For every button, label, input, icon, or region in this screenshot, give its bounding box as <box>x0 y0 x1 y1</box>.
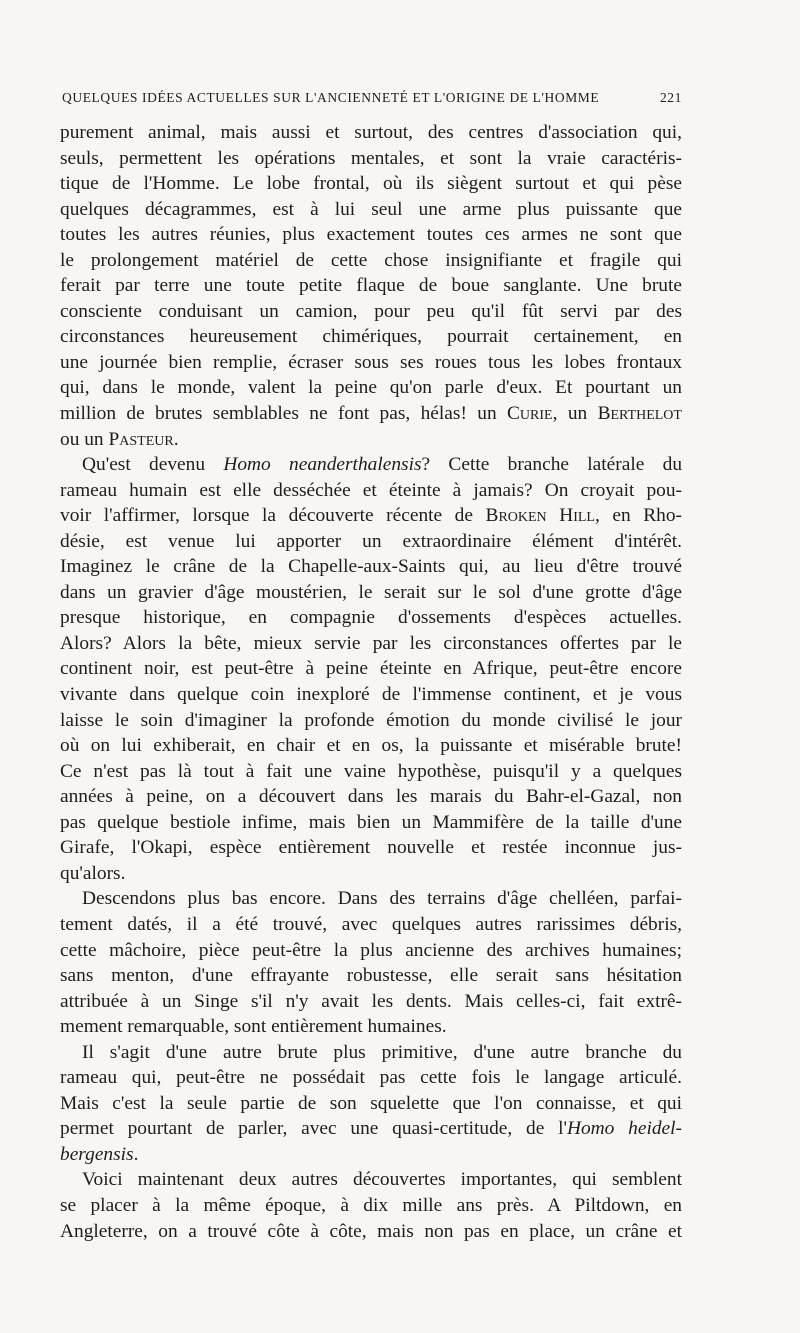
text-run: , un <box>552 403 598 425</box>
text-line <box>60 401 682 427</box>
text-line: dans un gravier d'âge moustérien, le serait sur le sol d'une grotte d'âge <box>60 581 682 603</box>
text-run: ? Cette branche latérale du <box>421 454 683 476</box>
text-run: Qu'est devenu <box>82 454 224 476</box>
text-line: Imaginez le crâne de la Chapelle-aux-Saints qui, au lieu d'être trouvé <box>60 556 682 578</box>
text-run: ou un <box>60 428 109 450</box>
text-line: Ce n'est pas là tout à fait une vaine hypothèse, puisqu'il y a quelques <box>60 760 682 782</box>
text-line: consciente conduisant un camion, pour peu qu'il fût servi par des <box>60 300 682 322</box>
text-line: Voici maintenant deux autres découvertes importantes, qui semblent <box>82 1169 682 1191</box>
text-line: ferait par terre une toute petite flaque de boue sanglante. Une brute <box>60 275 682 297</box>
text-line <box>60 452 682 478</box>
running-title: QUELQUES IDÉES ACTUELLES SUR L'ANCIENNETÉ ET L'ORIGINE DE L'HOMME <box>62 90 600 105</box>
text-line: quelques décagrammes, est à lui seul une arme plus puissante que <box>60 198 682 220</box>
text-line <box>60 1116 682 1142</box>
text-line: Il s'agit d'une autre brute plus primitive, d'une autre branche du <box>82 1041 682 1063</box>
text-line: attribuée à un Singe s'il n'y avait les dents. Mais celles-ci, fait extrê- <box>60 990 682 1012</box>
running-header <box>62 90 682 106</box>
text-run: voir l'affirmer, lorsque la découverte récente de <box>60 505 486 527</box>
text-line: vivante dans quelque coin inexploré de l'immense continent, et je vous <box>60 684 682 706</box>
paragraph <box>60 1040 682 1168</box>
text-line: le prolongement matériel de cette chose insignifiante et fragile qui <box>60 249 682 271</box>
text-line: rameau qui, peut-être ne possédait pas cette fois le langage articulé. <box>60 1067 682 1089</box>
text-line: Alors? Alors la bête, mieux servie par les circonstances offertes par le <box>60 632 682 654</box>
text-line: où on lui exhiberait, en chair et en os, la puissante et misérable brute! <box>60 735 682 757</box>
text-run: permet pourtant de parler, avec une quasi-certitude, de l' <box>60 1118 567 1140</box>
text-line: Descendons plus bas encore. Dans des terrains d'âge chelléen, parfai- <box>82 888 682 910</box>
paragraph <box>60 120 682 452</box>
text-line: rameau humain est elle desséchée et éteinte à jamais? On croyait pou- <box>60 479 682 501</box>
text-line <box>60 1142 682 1168</box>
text-line: sans menton, d'une effrayante robustesse, elle serait sans hésitation <box>60 965 682 987</box>
species-name: Homo heidel- <box>566 1118 682 1140</box>
text-line: toutes les autres réunies, plus exactement toutes ces armes ne sont que <box>60 224 682 246</box>
species-name: bergensis <box>60 1143 134 1165</box>
site-name: Broken Hill <box>485 505 595 527</box>
text-line: désie, est venue lui apporter un extraordinaire élément d'intérêt. <box>60 530 682 552</box>
paragraph <box>60 886 682 1039</box>
text-line: qui, dans le monde, valent la peine qu'on parle d'eux. Et pourtant un <box>60 377 682 399</box>
body-text <box>60 120 682 1244</box>
text-line <box>60 427 682 453</box>
text-line: presque historique, en compagnie d'ossements d'espèces actuelles. <box>60 607 682 629</box>
text-line: tement datés, il a été trouvé, avec quelques autres rarissimes débris, <box>60 913 682 935</box>
person-name: Berthelot <box>597 403 682 425</box>
text-line: mement remarquable, sont entièrement humaines. <box>60 1016 447 1038</box>
page-number: 221 <box>659 90 682 105</box>
text-line: pas quelque bestiole infime, mais bien un Mammifère de la taille d'une <box>60 811 682 833</box>
text-line: tique de l'Homme. Le lobe frontal, où ils siègent surtout et qui pèse <box>60 173 682 195</box>
paragraph <box>60 1167 682 1244</box>
person-name: Curie <box>507 403 553 425</box>
text-line: laisse le soin d'imaginer la profonde émotion du monde civilisé le jour <box>60 709 682 731</box>
text-run: . <box>173 428 179 450</box>
text-line: une journée bien remplie, écraser sous ses roues tous les lobes frontaux <box>60 351 682 373</box>
text-run: million de brutes semblables ne font pas, hélas! un <box>60 403 507 425</box>
text-line: se placer à la même époque, à dix mille ans près. A Piltdown, en <box>60 1194 682 1216</box>
text-line: années à peine, on a découvert dans les marais du Bahr-el-Gazal, non <box>60 786 682 808</box>
text-line: circonstances heureusement chimériques, pourrait certainement, en <box>60 326 682 348</box>
paragraph <box>60 452 682 886</box>
species-name: Homo neanderthalensis <box>223 454 422 476</box>
text-line <box>60 503 682 529</box>
text-line: qu'alors. <box>60 862 126 884</box>
text-run: , en Rho- <box>594 505 682 527</box>
person-name: Pasteur <box>108 428 174 450</box>
text-run: . <box>133 1143 139 1165</box>
text-line: Mais c'est la seule partie de son squelette que l'on connaisse, et qui <box>60 1092 682 1114</box>
text-line: seuls, permettent les opérations mentales, et sont la vraie caractéris- <box>60 147 682 169</box>
text-line: continent noir, est peut-être à peine éteinte en Afrique, peut-être encore <box>60 658 682 680</box>
text-line: Angleterre, on a trouvé côte à côte, mais non pas en place, un crâne et <box>60 1220 682 1242</box>
text-line: Girafe, l'Okapi, espèce entièrement nouvelle et restée inconnue jus- <box>60 837 682 859</box>
text-line: purement animal, mais aussi et surtout, des centres d'association qui, <box>60 122 682 143</box>
text-line: cette mâchoire, pièce peut-être la plus ancienne des archives humaines; <box>60 939 682 961</box>
